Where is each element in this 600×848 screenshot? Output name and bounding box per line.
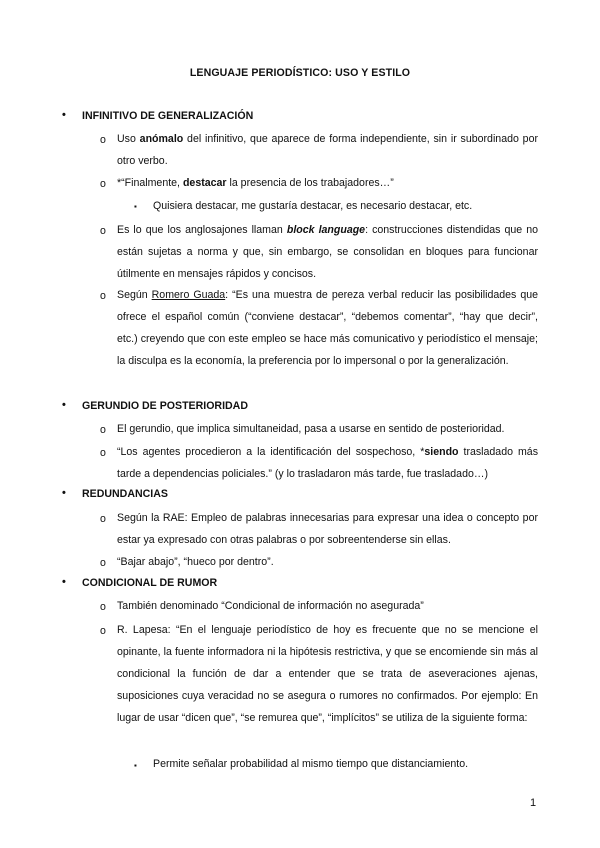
section-heading-infinitivo: INFINITIVO DE GENERALIZACIÓN bbox=[82, 110, 254, 122]
list-item: “Bajar abajo”, “hueco por dentro”. bbox=[117, 556, 274, 568]
section-heading-condicional: CONDICIONAL DE RUMOR bbox=[82, 577, 218, 589]
bullet-icon: • bbox=[62, 109, 66, 121]
list-item: También denominado “Condicional de información no asegurada” bbox=[117, 600, 424, 612]
square-bullet-icon: ▪ bbox=[134, 202, 137, 211]
list-item: “Los agentes procedieron a la identificación del sospechoso, *siendo trasladado más tarde a dependencias policiales.” (y lo trasladaron más tarde, fue trasladado…) bbox=[117, 446, 538, 480]
circle-bullet-icon: o bbox=[100, 557, 106, 569]
circle-bullet-icon: o bbox=[100, 290, 106, 302]
circle-bullet-icon: o bbox=[100, 601, 106, 613]
list-item: Según Romero Guada: “Es una muestra de pereza verbal reducir las posibilidades que ofrece el español común (“conviene destacar”, “debemos comentar”, “hay que decir”, etc.) creyendo que con este empleo se hace más comunicativo y periodístico el mensaje; la disculpa es la economía, la preferencia por lo impersonal o por la generalización. bbox=[117, 289, 539, 367]
list-item: Uso anómalo del infinitivo, que aparece de forma independiente, sin ir subordinado por otro verbo. bbox=[117, 133, 538, 167]
list-item: El gerundio, que implica simultaneidad, pasa a usarse en sentido de posterioridad. bbox=[117, 423, 505, 435]
list-item: Según la RAE: Empleo de palabras innecesarias para expresar una idea o concepto por estar ya expresado con otras palabras o por sobreentenderse sin ellas. bbox=[117, 512, 538, 546]
circle-bullet-icon: o bbox=[100, 424, 106, 436]
page-number: 1 bbox=[530, 797, 537, 809]
circle-bullet-icon: o bbox=[100, 225, 106, 237]
square-bullet-icon: ▪ bbox=[134, 761, 137, 770]
list-item: R. Lapesa: “En el lenguaje periodístico de hoy es frecuente que no se mencione el opinante, la fuente informadora ni la hipótesis restrictiva, y que se encomiende sin más al condicional la función de dar a entender que se trata de aseveraciones ajenas, suposiciones cuya veracidad no se asegura o rumores no confirmados. Por ejemplo: En lugar de usar “dicen que”, “se remurea que”, “implícitos” se utiliza de la siguiente forma: bbox=[117, 624, 538, 724]
list-item: Es lo que los anglosajones llaman block language: construcciones distendidas que no están sujetas a norma y que, sin embargo, se consolidan en bloques para funcionar útilmente en mensajes rápidos y concisos. bbox=[117, 224, 538, 280]
bullet-icon: • bbox=[62, 399, 66, 411]
circle-bullet-icon: o bbox=[100, 625, 106, 637]
section-heading-gerundio: GERUNDIO DE POSTERIORIDAD bbox=[82, 400, 248, 412]
list-item: *“Finalmente, destacar la presencia de los trabajadores…” bbox=[117, 177, 394, 189]
sub-list-item: Quisiera destacar, me gustaría destacar, es necesario destacar, etc. bbox=[153, 200, 473, 212]
circle-bullet-icon: o bbox=[100, 134, 106, 146]
bullet-icon: • bbox=[62, 576, 66, 588]
sub-list-item: Permite señalar probabilidad al mismo tiempo que distanciamiento. bbox=[153, 758, 469, 770]
circle-bullet-icon: o bbox=[100, 178, 106, 190]
circle-bullet-icon: o bbox=[100, 447, 106, 459]
section-heading-redundancias: REDUNDANCIAS bbox=[82, 488, 168, 500]
document-title: LENGUAJE PERIODÍSTICO: USO Y ESTILO bbox=[189, 67, 411, 79]
circle-bullet-icon: o bbox=[100, 513, 106, 525]
bullet-icon: • bbox=[62, 487, 66, 499]
author-link: Romero Guada bbox=[151, 289, 226, 301]
